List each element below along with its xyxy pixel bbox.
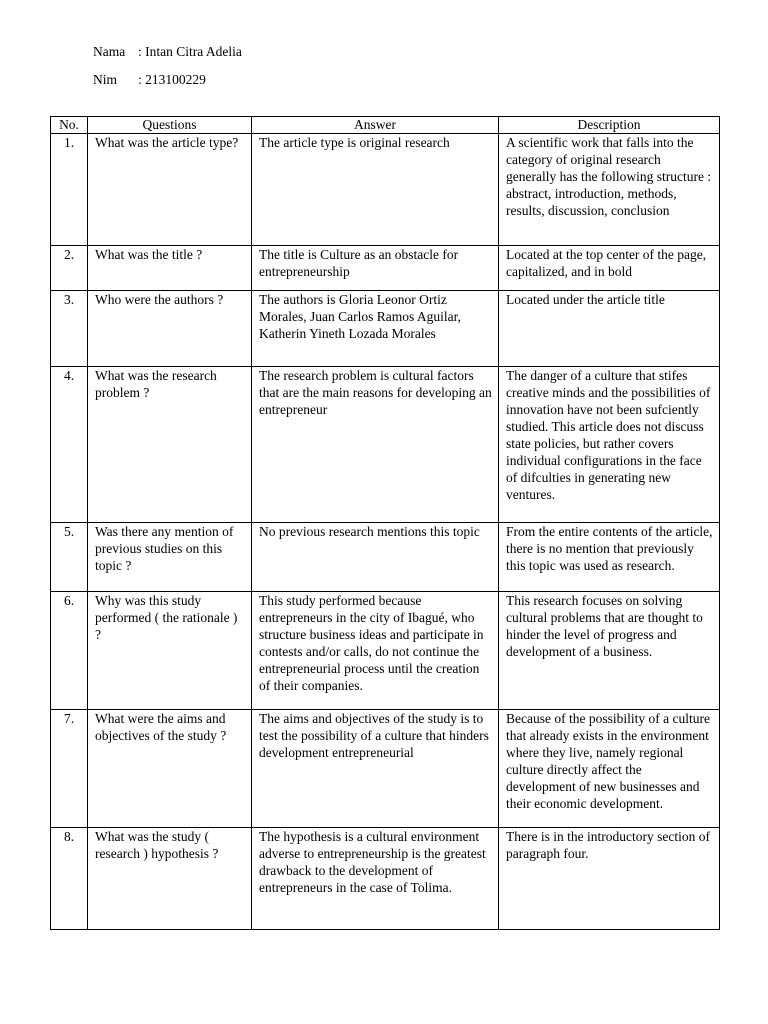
- row-number: 3.: [51, 291, 88, 367]
- question-cell: What was the study ( research ) hypothesis ?: [88, 828, 252, 930]
- question-cell: Who were the authors ?: [88, 291, 252, 367]
- description-cell: Because of the possibility of a culture that already exists in the environment where they live, namely regional culture directly affect the development of new businesses and their economic development.: [499, 710, 720, 828]
- answer-cell: The title is Culture as an obstacle for entrepreneurship: [252, 246, 499, 291]
- question-cell: What was the article type?: [88, 134, 252, 246]
- table-header-row: [51, 117, 720, 134]
- row-number: 6.: [51, 592, 88, 710]
- description-cell: The danger of a culture that stifes creative minds and the possibilities of innovation have not been sufciently studied. This article does not discuss state policies, but rather covers individual configurations in the face of difculties in generating new ventures.: [499, 367, 720, 523]
- description-cell: From the entire contents of the article, there is no mention that previously this topic was used as research.: [499, 523, 720, 592]
- name-label: Nama: [93, 44, 126, 59]
- question-cell: What was the research problem ?: [88, 367, 252, 523]
- questions-table: [50, 116, 720, 930]
- description-cell: There is in the introductory section of paragraph four.: [499, 828, 720, 930]
- question-cell: What was the title ?: [88, 246, 252, 291]
- row-number: 5.: [51, 523, 88, 592]
- header-no: No.: [51, 117, 88, 134]
- table-row: [51, 291, 720, 367]
- answer-cell: The aims and objectives of the study is to test the possibility of a culture that hinders development entrepreneurial: [252, 710, 499, 828]
- answer-cell: No previous research mentions this topic: [252, 523, 499, 592]
- table-row: [51, 710, 720, 828]
- row-number: 1.: [51, 134, 88, 246]
- row-number: 2.: [51, 246, 88, 291]
- row-number: 7.: [51, 710, 88, 828]
- row-number: 4.: [51, 367, 88, 523]
- answer-cell: The hypothesis is a cultural environment adverse to entrepreneurship is the greatest drawback to the development of entrepreneurs in the case of Tolima.: [252, 828, 499, 930]
- table-row: [51, 246, 720, 291]
- answer-cell: The research problem is cultural factors that are the main reasons for developing an entrepreneur: [252, 367, 499, 523]
- name-line: [93, 43, 242, 60]
- name-value: : Intan Citra Adelia: [138, 44, 242, 59]
- table-row: [51, 828, 720, 930]
- answer-cell: The authors is Gloria Leonor Ortiz Morales, Juan Carlos Ramos Aguilar, Katherin Yineth Lozada Morales: [252, 291, 499, 367]
- table-row: [51, 367, 720, 523]
- table-row: [51, 134, 720, 246]
- row-number: 8.: [51, 828, 88, 930]
- header-description: Description: [499, 117, 720, 134]
- answer-cell: The article type is original research: [252, 134, 499, 246]
- description-cell: Located at the top center of the page, capitalized, and in bold: [499, 246, 720, 291]
- table-row: [51, 592, 720, 710]
- nim-line: [93, 71, 206, 88]
- question-cell: Was there any mention of previous studies on this topic ?: [88, 523, 252, 592]
- description-cell: Located under the article title: [499, 291, 720, 367]
- nim-label: Nim: [93, 72, 118, 87]
- answer-cell: This study performed because entrepreneurs in the city of Ibagué, who structure business ideas and participate in contests and/or calls, do not continue the entrepreneurial process until the creation of their companies.: [252, 592, 499, 710]
- description-cell: A scientific work that falls into the category of original research generally has the following structure : abstract, introduction, methods, results, discussion, conclusion: [499, 134, 720, 246]
- table-row: [51, 523, 720, 592]
- header-questions: Questions: [88, 117, 252, 134]
- question-cell: Why was this study performed ( the rationale ) ?: [88, 592, 252, 710]
- question-cell: What were the aims and objectives of the study ?: [88, 710, 252, 828]
- header-answer: Answer: [252, 117, 499, 134]
- description-cell: This research focuses on solving cultural problems that are thought to hinder the level of progress and development of a business.: [499, 592, 720, 710]
- nim-value: : 213100229: [138, 72, 206, 87]
